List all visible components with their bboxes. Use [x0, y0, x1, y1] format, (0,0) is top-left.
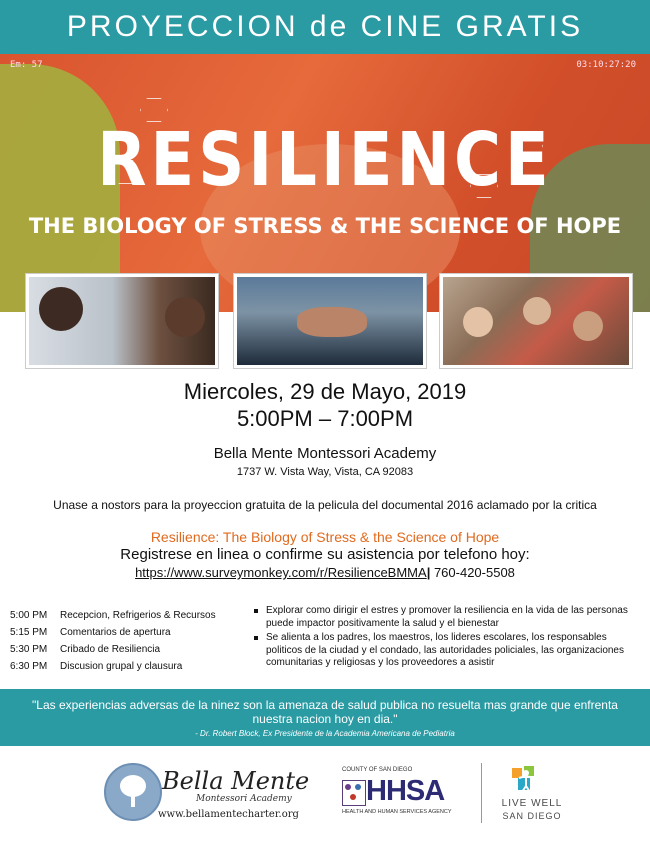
bullet-item: Se alienta a los padres, los maestros, los lideres escolares, los responsables politicos de la ciudad y el condado, las autoridades policiales, las organizaciones comunitarias y religiosas y los proveedores a asistir	[252, 632, 642, 670]
schedule-item	[10, 658, 250, 675]
schedule-time: 5:30 PM	[10, 644, 48, 655]
hud-readout-left: Em: 57	[10, 60, 43, 70]
student-figure	[573, 311, 603, 341]
schedule-label: Recepcion, Refrigerios & Recursos	[60, 610, 216, 621]
hhsa-word: HHSA	[366, 775, 445, 807]
hhsa-agency: HEALTH AND HUMAN SERVICES AGENCY	[342, 809, 452, 815]
schedule-label: Comentarios de apertura	[60, 627, 171, 638]
phone-number: 760-420-5508	[433, 565, 515, 580]
live-well-line2: SAN DIEGO	[502, 811, 562, 821]
event-venue: Bella Mente Montessori Academy	[213, 445, 437, 462]
live-well-line1: LIVE WELL	[501, 798, 563, 809]
quote-author: - Dr. Robert Block, Ex Presidente de la Academia Americana de Pediatria	[195, 729, 455, 738]
hud-readout-right: 03:10:27:20	[576, 60, 636, 70]
film-subtitle: THE BIOLOGY OF STRESS & THE SCIENCE OF HOPE	[28, 214, 622, 238]
photo-doctor-child	[26, 274, 218, 368]
logo-divider	[481, 763, 482, 823]
quote-text: "Las experiencias adversas de la ninez son la amenaza de salud publica no resuelta mas grande que enfrenta nuestra nacion hoy en dia."	[32, 698, 618, 726]
contact-line	[0, 565, 650, 580]
bella-mente-website: www.bellamentecharter.org	[158, 809, 299, 820]
top-banner	[0, 0, 650, 54]
film-title: RESILIENCE	[97, 118, 553, 204]
banner-title: PROYECCION de CINE GRATIS	[66, 10, 584, 43]
schedule-item	[10, 607, 250, 624]
schedule-item	[10, 641, 250, 658]
photo-holding-hands	[234, 274, 426, 368]
tree-trunk	[131, 795, 135, 807]
hhsa-county: COUNTY OF SAN DIEGO	[342, 767, 413, 773]
separator: |	[426, 565, 431, 580]
child-figure	[165, 297, 205, 337]
survey-link[interactable]: https://www.surveymonkey.com/r/ResilienceBMMA	[135, 565, 427, 580]
bullet-list	[252, 605, 642, 672]
people-icon	[342, 780, 366, 806]
schedule-label: Cribado de Resiliencia	[60, 644, 161, 655]
schedule-label: Discusion grupal y clausura	[60, 661, 183, 672]
bullet-item: Explorar como dirigir el estres y promover la resiliencia en la vida de las personas puede impactor positivamente la salud y el bienestar	[252, 605, 642, 630]
register-text: Registrese en linea o confirme su asistencia por telefono hoy:	[120, 546, 530, 563]
schedule-time: 5:00 PM	[10, 610, 48, 621]
tree-seal-icon	[104, 763, 162, 821]
event-time: 5:00PM – 7:00PM	[236, 406, 414, 431]
event-address: 1737 W. Vista Way, Vista, CA 92083	[236, 466, 414, 478]
tree-crown	[120, 775, 146, 797]
event-datetime	[0, 378, 650, 432]
bella-mente-sub: Montessori Academy	[196, 794, 292, 804]
hands-figure	[297, 307, 367, 337]
schedule-list	[10, 607, 250, 675]
student-figure	[463, 307, 493, 337]
live-well-figure-icon	[510, 764, 540, 794]
schedule-time: 6:30 PM	[10, 661, 48, 672]
live-well-logo	[492, 764, 572, 824]
film-full-title: Resilience: The Biology of Stress & the Science of Hope	[150, 529, 500, 545]
bella-mente-logo	[104, 763, 310, 825]
student-figure	[523, 297, 551, 325]
schedule-time: 5:15 PM	[10, 627, 48, 638]
event-date: Miercoles, 29 de Mayo, 2019	[183, 379, 467, 404]
hhsa-logo	[340, 767, 470, 822]
invite-text: Unase a nostors para la proyeccion gratuita de la pelicula del documental 2016 aclamado por la critica	[53, 498, 597, 512]
doctor-figure	[39, 287, 83, 331]
bella-mente-name: Bella Mente	[162, 767, 310, 795]
quote-band	[0, 689, 650, 746]
photo-classroom	[440, 274, 632, 368]
schedule-item	[10, 624, 250, 641]
